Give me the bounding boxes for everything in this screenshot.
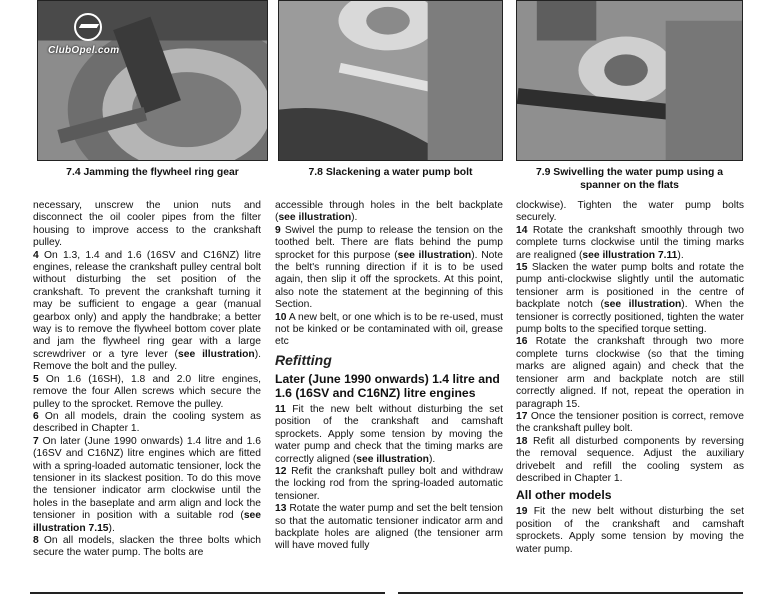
paragraph-19: 19 Fit the new belt without disturbing the set position of the crankshaft and camshaft sprockets. Apply some tension by moving the water pump. (516, 506, 744, 555)
paragraph-6: 6 On all models, drain the cooling system as described in Chapter 1. (33, 410, 261, 435)
paragraph-17: 17 Once the tensioner position is correct, remove the crankshaft pulley bolt. (516, 410, 744, 435)
paragraph-15: 15 Slacken the water pump bolts and rotate the pump anti-clockwise slightly until the automatic tensioner arm is positioned in the centre of backplate notch (see illustration). When the tensioner is correctly positioned, tighten the water pump bolts to the specified torque setting. (516, 262, 744, 336)
figure-caption: 7.8 Slackening a water pump bolt (308, 167, 473, 178)
photo-water-pump-spanner-icon (517, 1, 742, 160)
paragraph-18: 18 Refit all disturbed components by reversing the removal sequence. Adjust the auxiliary drivebelt and refill the cooling system as described in Chapter 1. (516, 435, 744, 484)
paragraph: accessible through holes in the belt backplate (see illustration). (275, 200, 503, 224)
text-column-1 (33, 200, 261, 560)
text-column-3 (516, 200, 744, 556)
paragraph: clockwise). Tighten the water pump bolts securely. (516, 200, 744, 224)
paragraph-9: 9 Swivel the pump to release the tension on the toothed belt. There are flats behind the pump sprocket for this purpose (see illustration). Note the belt's running direction if it is to be used again, then slip it off the sprockets. At this point, also note the statement at the beginning of this Section. (275, 224, 503, 311)
paragraph-11: 11 Fit the new belt without disturbing the set position of the crankshaft and camshaft sprockets. Apply some tension by moving the water pump and check that the timing marks are correctly aligned (see illustration). (275, 403, 503, 465)
subsection-title: All other models (516, 488, 612, 503)
text-column-2 (275, 200, 503, 553)
photo-water-pump-bolt-icon (279, 1, 502, 160)
figure-7-4-photo (37, 0, 268, 161)
paragraph-5: 5 On 1.6 (16SH), 1.8 and 2.0 litre engines, remove the four Allen screws which secure the pulley to the sprocket. Remove the pulley. (33, 373, 261, 410)
illustration-reference: see illustration (603, 299, 682, 311)
illustration-reference: see illustration (356, 453, 429, 465)
paragraph-4: 4 On 1.3, 1.4 and 1.6 (16SV and C16NZ) litre engines, release the crankshaft pulley central bolt without disturbing the set position of the crankshaft. To prevent the crankshaft turning it may be sufficient to engage a gear (manual gearbox only) and apply the handbrake; a better way is to remove the flywheel bottom cover plate and jam the flywheel ring gear with a large screwdriver or a tyre lever (see illustration). Remove the bolt and the pulley. (33, 249, 262, 373)
footer-rule (30, 592, 385, 594)
section-title: Refitting (275, 351, 332, 368)
illustration-reference: see illustration 7.15 (33, 510, 261, 534)
clubopel-watermark (48, 13, 158, 63)
paragraph-16: 16 Rotate the crankshaft through two more complete turns clockwise (so that the timing marks are aligned again) and check that the tensioner arm and backplate notch are still correctly aligned. If not, repeat the operation in paragraph 15. (516, 336, 744, 410)
illustration-reference: see illustration (278, 212, 352, 224)
subsection-title: Later (June 1990 onwards) 1.4 litre and 1.6 (16SV and C16NZ) litre engines (275, 371, 500, 400)
figure-caption: 7.4 Jamming the flywheel ring gear (66, 167, 239, 178)
figure-7-8-photo (278, 0, 503, 161)
figure-caption: 7.9 Swivelling the water pump using a spanner on the flats (535, 167, 724, 191)
paragraph-7: 7 On later (June 1990 onwards) 1.4 litre and 1.6 (16SV and C16NZ) litre engines which are fitted with a spring-loaded automatic tensioner, lock the tensioner in its slackest position. To do this move the tensioner indicator arm clockwise until the holes in the baseplate and arm align and lock the tensioner in position with a suitable rod (see illustration 7.15). (33, 435, 261, 534)
figure-7-9-photo (516, 0, 743, 161)
illustration-reference: see illustration (177, 348, 255, 360)
paragraph-13: 13 Rotate the water pump and set the belt tension so that the automatic tensioner indicator arm and backplate holes are aligned (the tensioner arm will have moved fully (275, 503, 503, 552)
paragraph: necessary, unscrew the union nuts and disconnect the oil cooler pipes from the filter housing to improve access to the crankshaft pulley. (33, 200, 261, 249)
paragraph-12: 12 Refit the crankshaft pulley bolt and withdraw the locking rod from the spring-loaded automatic tensioner. (275, 465, 503, 502)
footer-rule (398, 592, 743, 594)
watermark-text: ClubOpel.com (48, 45, 120, 56)
illustration-reference: see illustration 7.11 (582, 249, 678, 261)
paragraph-8: 8 On all models, slacken the three bolts which secure the water pump. The bolts are (33, 534, 261, 559)
illustration-reference: see illustration (397, 249, 472, 261)
paragraph-14: 14 Rotate the crankshaft smoothly through two complete turns clockwise until the timing marks are realigned (see illustration 7.11). (516, 224, 744, 261)
paragraph-10: 10 A new belt, or one which is to be re-used, must not be kinked or be contaminated with oil, grease etc (275, 311, 503, 348)
